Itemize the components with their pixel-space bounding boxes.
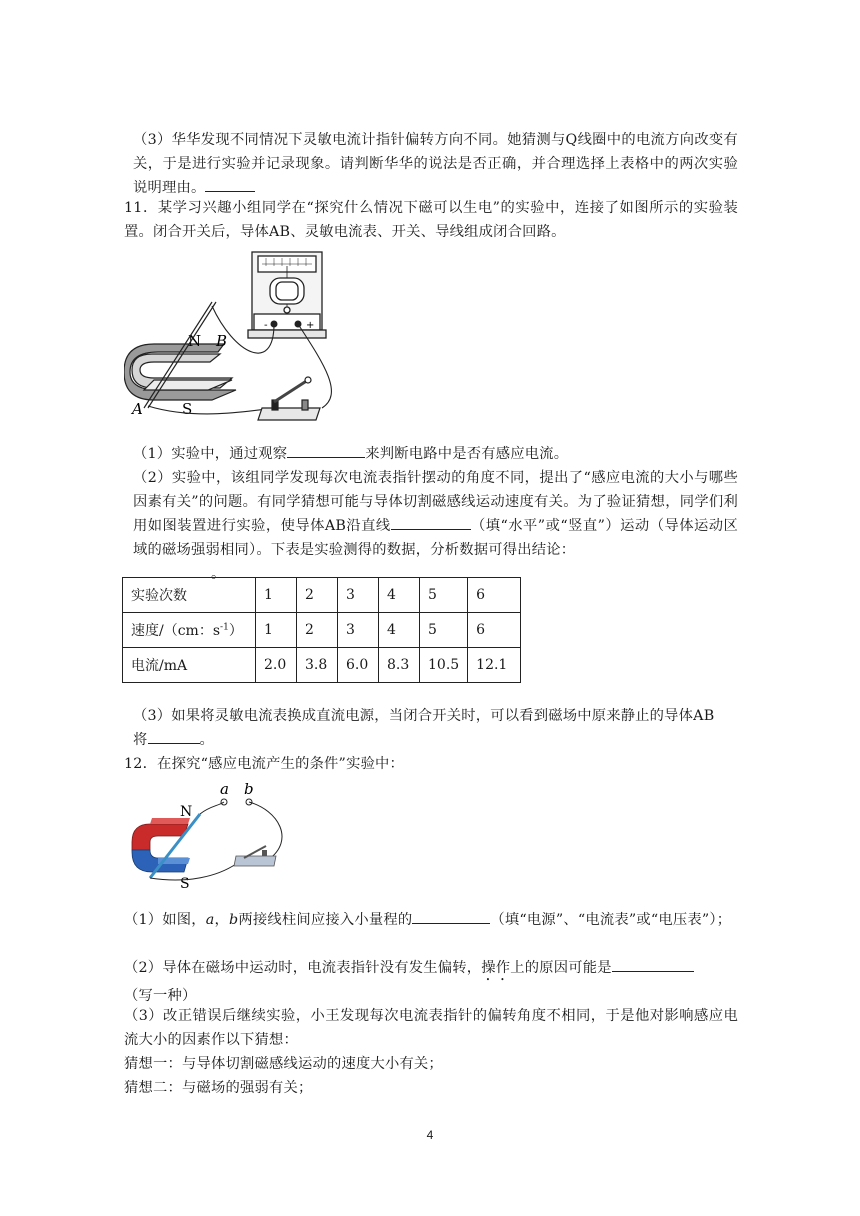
answer-blank[interactable] bbox=[412, 908, 490, 924]
answer-blank[interactable] bbox=[205, 176, 255, 192]
magnet-n-label: N bbox=[180, 804, 193, 820]
meter-plus-label: + bbox=[306, 320, 315, 331]
answer-blank[interactable] bbox=[148, 728, 200, 744]
page-number: 4 bbox=[426, 1128, 434, 1142]
emphasized-word: 操作 bbox=[481, 960, 511, 976]
q12-part2: （2）导体在磁场中运动时，电流表指针没有发生偏转，操作上的原因可能是 （写一种） bbox=[124, 956, 738, 1008]
magnet-s-label: S bbox=[182, 400, 193, 418]
guess-one: 猜想一：与导体切割磁感线运动的速度大小有关； bbox=[124, 1056, 443, 1072]
switch-icon bbox=[234, 846, 276, 866]
q11-part2: （2）实验中，该组同学发现每次电流表指针摆动的角度不同，提出了“感应电流的大小与哪些因素有关”的问题。有同学猜想可能与导体切割磁感线运动速度有关。为了验证猜想，同学们利用如图装置进行实验，使导体AB沿直线 （填“水平”或“竖直”）运动（导体运动区域的磁场强弱相同）。下表是实验测得的数据，分析数据可得出结论： 。 bbox=[133, 470, 738, 582]
terminal-a-label: a bbox=[220, 780, 229, 798]
table-row: 实验次数 1 2 3 4 5 6 bbox=[123, 578, 521, 613]
speed-header: 速度/（cm：$s^{-1}$） bbox=[123, 613, 256, 648]
q11-part1: （1）实验中，通过观察 来判断电路中是否有感应电流。 bbox=[133, 442, 738, 466]
q12-part3: （3）改正错误后继续实验，小王发现每次电流表指针的偏转角度不相同，于是他对影响感应电流大小的因素作以下猜想： bbox=[124, 1008, 738, 1048]
answer-blank[interactable] bbox=[133, 562, 211, 578]
magnet-n-label: N bbox=[188, 332, 202, 350]
answer-blank[interactable] bbox=[287, 442, 365, 458]
answer-blank[interactable] bbox=[391, 514, 471, 530]
guess-two: 猜想二：与磁场的强弱有关； bbox=[124, 1080, 313, 1096]
magnet-s-label: S bbox=[180, 876, 190, 892]
table-row: 电流/mA 2.0 3.8 6.0 8.3 10.5 12.1 bbox=[123, 648, 521, 683]
conductor-a-label: A bbox=[132, 400, 143, 418]
terminal-b-label: b bbox=[244, 780, 254, 798]
q11-intro: 11．某学习兴趣小组同学在“探究什么情况下磁可以生电”的实验中，连接了如图所示的实验装置。闭合开关后，导体AB、灵敏电流表、开关、导线组成闭合回路。 bbox=[124, 200, 738, 240]
figure-colored-magnet-apparatus bbox=[128, 780, 298, 892]
q10-part3-text: （3）华华发现不同情况下灵敏电流计指针偏转方向不同。她猜测与Q线圈中的电流方向改变有关，于是进行实验并记录现象。请判断华华的说法是否正确，并合理选择上表格中的两次实验说明理由。 bbox=[133, 132, 738, 196]
q10-part3 bbox=[133, 128, 738, 200]
q11-part3: （3）如果将灵敏电流表换成直流电源，当闭合开关时，可以看到磁场中原来静止的导体AB 将 。 bbox=[133, 708, 715, 748]
answer-blank[interactable] bbox=[612, 956, 694, 972]
q12-part1: （1）如图，a，b两接线柱间应接入小量程的 （填“电源”、“电流表”或“电压表”）； bbox=[124, 908, 738, 932]
switch-icon bbox=[258, 377, 320, 420]
q12-intro: 12．在探究“感应电流产生的条件”实验中： bbox=[124, 756, 405, 772]
meter-minus-label: - bbox=[264, 320, 268, 331]
figure-magnet-galvanometer-apparatus bbox=[124, 244, 464, 424]
conductor-b-label: B bbox=[216, 332, 228, 350]
table-row: 速度/（cm：$s^{-1}$） 1 2 3 4 5 6 bbox=[123, 613, 521, 648]
data-table bbox=[122, 577, 521, 683]
